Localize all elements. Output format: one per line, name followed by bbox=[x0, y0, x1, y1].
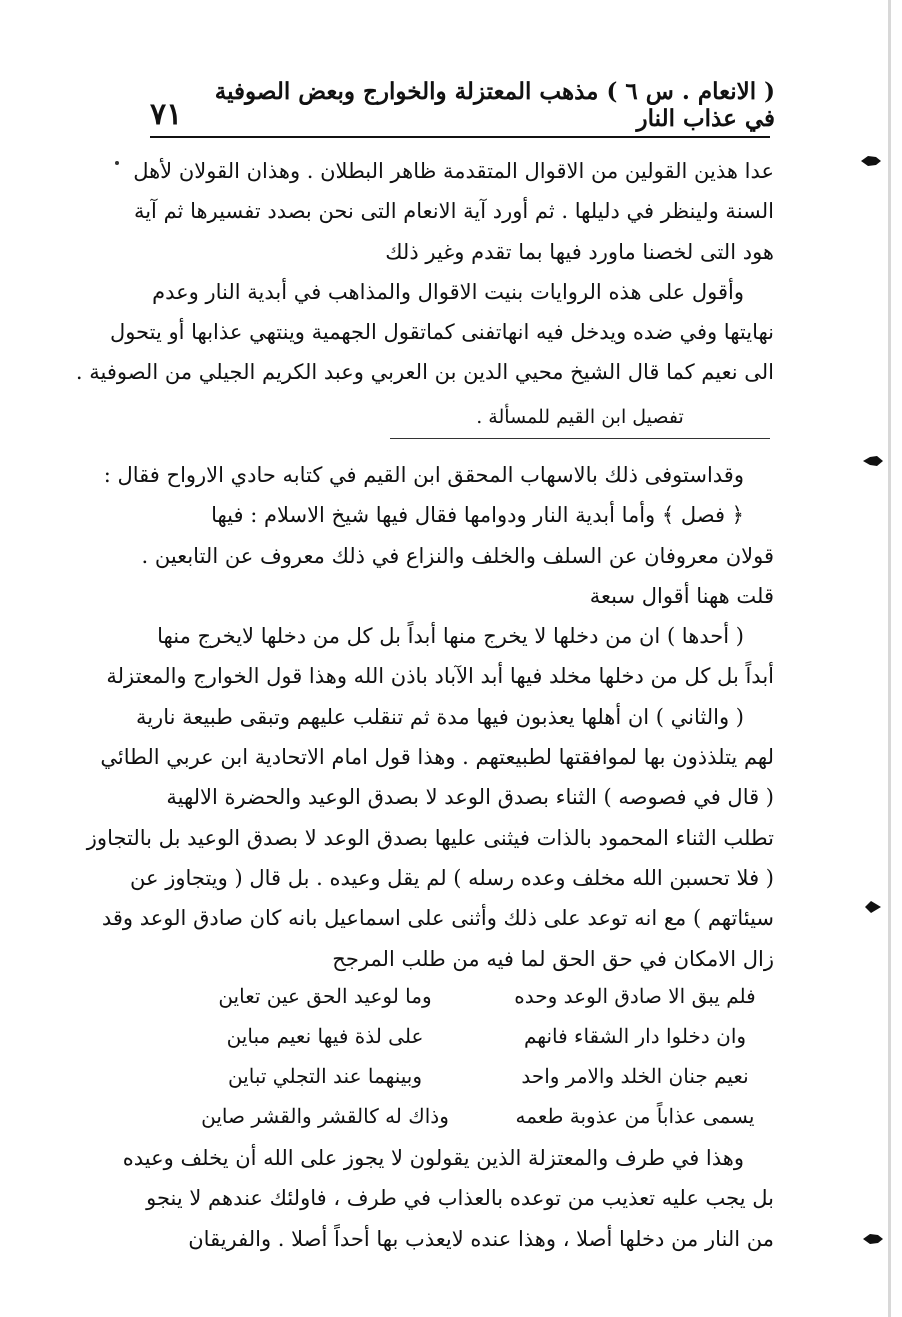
text-line: السنة ولينظر في دليلها . ثم أورد آية الانعام التى نحن بصدد تفسيرها ثم آية bbox=[133, 199, 774, 224]
text-line: زال الامكان في حق الحق لما فيه من طلب المرجح bbox=[332, 946, 774, 971]
margin-mark-icon bbox=[860, 152, 882, 170]
text-line: تطلب الثناء المحمود بالذات فيثنى عليها بصدق الوعد لا بصدق الوعيد بل بالتجاوز bbox=[86, 825, 774, 850]
text-line: نهايتها وفي ضده ويدخل فيه انهاتفنى كماتقول الجهمية وينتهي عذابها أو يتحول bbox=[109, 320, 774, 345]
page-number: ٧١ bbox=[150, 97, 183, 132]
header-rule bbox=[150, 136, 770, 138]
paragraph-block-2 bbox=[86, 455, 774, 979]
text-line: قولان معروفان عن السلف والخلف والنزاع في ذلك معروف عن التابعين . bbox=[141, 543, 774, 568]
scan-edge-shadow bbox=[888, 0, 891, 1317]
subheading-rule bbox=[390, 438, 770, 439]
text-line: بل يجب عليه تعذيب من توعده بالعذاب في طرف ، فاولئك عندهم لا ينجو bbox=[146, 1186, 774, 1211]
text-line: لهم يتلذذون بها لموافقتها لطبيعتهم . وهذا قول امام الاتحادية ابن عربي الطائي bbox=[100, 745, 774, 770]
text-line: وقداستوفى ذلك بالاسهاب المحقق ابن القيم في كتابه حادي الارواح فقال : bbox=[103, 463, 744, 487]
margin-dot-icon bbox=[112, 158, 122, 168]
verse-second-hemistich: وما لوعيد الحق عين تعاين bbox=[218, 984, 432, 1008]
page-header bbox=[150, 78, 775, 132]
margin-mark-icon bbox=[862, 898, 884, 916]
paragraph-block-3 bbox=[122, 1138, 774, 1259]
verse-first-hemistich: نعيم جنان الخلد والامر واحد bbox=[521, 1064, 749, 1088]
poem-verse bbox=[190, 1016, 770, 1057]
running-title: ( الانعام . س ٦ ) مذهب المعتزلة والخوارج وبعض الصوفية في عذاب النار bbox=[214, 78, 775, 132]
text-line: سيئاتهم ) مع انه توعد على ذلك وأثنى على اسماعيل بانه كان صادق الوعد وقد bbox=[101, 906, 774, 931]
margin-mark-icon bbox=[862, 452, 884, 470]
paragraph-block-1 bbox=[75, 151, 774, 393]
margin-mark-icon bbox=[862, 1230, 884, 1248]
text-line: ﴿ فصل ﴾ وأما أبدية النار ودوامها فقال فيها شيخ الاسلام : فيها bbox=[211, 503, 744, 528]
text-line: وأقول على هذه الروايات بنيت الاقوال والمذاهب في أبدية النار وعدم bbox=[152, 279, 744, 304]
text-line: ( قال في فصوصه ) الثناء بصدق الوعد لا بصدق الوعيد والحضرة الالهية bbox=[166, 785, 774, 810]
verse-second-hemistich: وبينهما عند التجلي تباين bbox=[227, 1064, 423, 1088]
verse-second-hemistich: على لذة فيها نعيم مباين bbox=[226, 1024, 424, 1048]
text-line: من النار من دخلها أصلا ، وهذا عنده لايعذب بها أحداً أصلا . والفريقان bbox=[188, 1226, 774, 1251]
text-line: ( والثاني ) ان أهلها يعذبون فيها مدة ثم تنقلب عليهم وتبقى طبيعة نارية bbox=[135, 704, 744, 729]
poem-verse bbox=[190, 1056, 770, 1097]
section-subheading: تفصيل ابن القيم للمسألة . bbox=[476, 406, 684, 428]
verse-second-hemistich: وذاك له كالقشر والقشر صاين bbox=[201, 1104, 449, 1128]
poem-verse bbox=[190, 1096, 770, 1137]
text-line: الى نعيم كما قال الشيخ محيي الدين بن العربي وعبد الكريم الجيلي من الصوفية . bbox=[75, 360, 774, 385]
verse-first-hemistich: فلم يبق الا صادق الوعد وحده bbox=[514, 984, 756, 1008]
text-line: قلت ههنا أقوال سبعة bbox=[589, 583, 774, 608]
verse-first-hemistich: وان دخلوا دار الشقاء فانهم bbox=[523, 1024, 747, 1048]
text-line: وهذا في طرف والمعتزلة الذين يقولون لا يجوز على الله أن يخلف وعيده bbox=[122, 1146, 744, 1170]
text-line: ( فلا تحسبن الله مخلف وعده رسله ) لم يقل وعيده . بل قال ( ويتجاوز عن bbox=[130, 865, 774, 890]
poem-verse bbox=[190, 976, 770, 1017]
text-line: هود التى لخصنا ماورد فيها بما تقدم وغير ذلك bbox=[385, 239, 774, 264]
text-line: أبداً بل كل من دخلها مخلد فيها أبد الآباد باذن الله وهذا قول الخوارج والمعتزلة bbox=[106, 664, 774, 689]
text-line: عدا هذين القولين من الاقوال المتقدمة ظاهر البطلان . وهذان القولان لأهل bbox=[133, 159, 774, 183]
text-line: ( أحدها ) ان من دخلها لا يخرج منها أبداً بل كل من دخلها لايخرج منها bbox=[157, 624, 744, 649]
verse-first-hemistich: يسمى عذاباً من عذوبة طعمه bbox=[515, 1104, 755, 1128]
